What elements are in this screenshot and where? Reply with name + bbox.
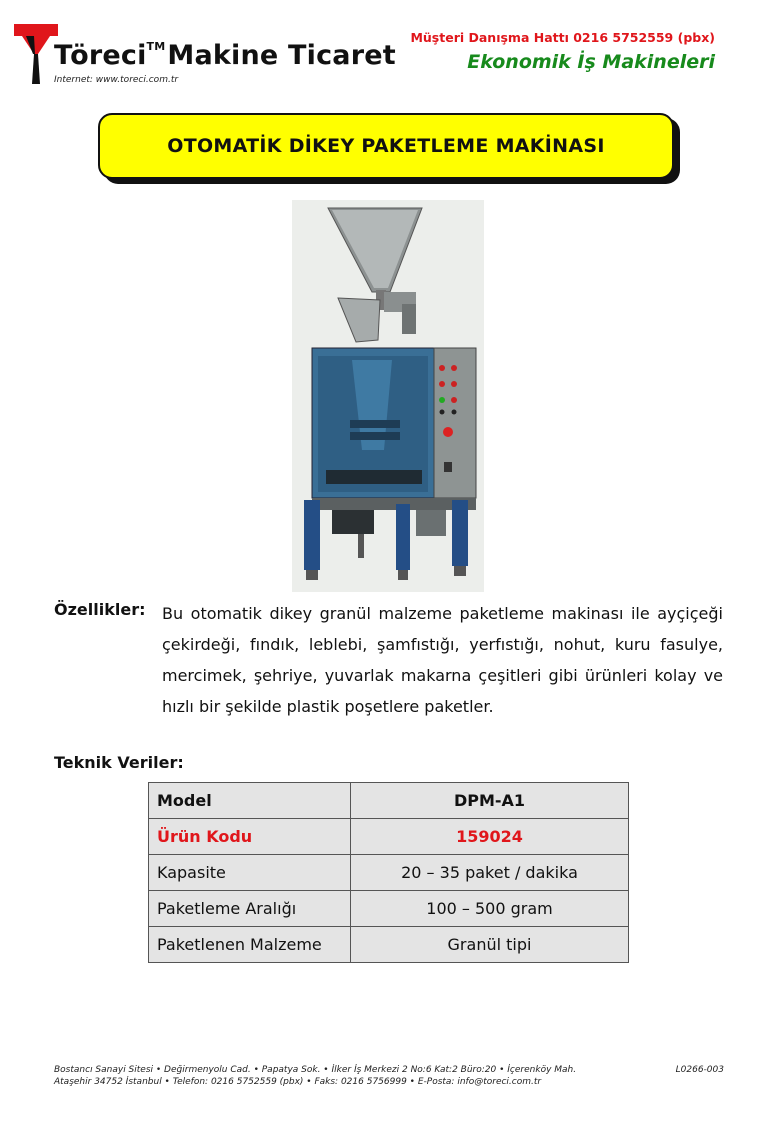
brand-suffix: Makine Ticaret (167, 40, 396, 71)
table-row (149, 783, 629, 819)
table-row (149, 927, 629, 963)
spec-key: Model (149, 783, 351, 819)
table-row (149, 855, 629, 891)
spec-value: 20 – 35 paket / dakika (351, 855, 629, 891)
spec-key: Ürün Kodu (149, 819, 351, 855)
features-label: Özellikler: (54, 600, 146, 619)
trademark: TM (146, 40, 166, 53)
machine-leg (396, 504, 410, 570)
table-row (149, 891, 629, 927)
website-link[interactable]: Internet: www.toreci.com.tr (54, 75, 179, 85)
toreci-logo-icon (14, 24, 58, 84)
machine-leg (452, 500, 468, 566)
spec-key: Paketleme Aralığı (149, 891, 351, 927)
document-code: L0266-003 (675, 1065, 724, 1075)
spec-value: 100 – 500 gram (351, 891, 629, 927)
brand-name (54, 40, 396, 71)
title-banner (98, 113, 674, 179)
tech-data-label: Teknik Veriler: (54, 753, 184, 772)
spec-table (148, 782, 629, 963)
table-row (149, 819, 629, 855)
packaging-machine-image (292, 200, 484, 592)
machine-leg (304, 500, 320, 570)
page-title: OTOMATİK DİKEY PAKETLEME MAKİNASI (167, 135, 605, 157)
footer-line-2: Ataşehir 34752 İstanbul • Telefon: 0216 5752559 (pbx) • Faks: 0216 5756999 • E-Posta: info@toreci.com.tr (54, 1077, 542, 1087)
slogan: Ekonomik İş Makineleri (467, 51, 715, 73)
customer-hotline: Müşteri Danışma Hattı 0216 5752559 (pbx) (410, 30, 715, 45)
spec-value: Granül tipi (351, 927, 629, 963)
features-description: Bu otomatik dikey granül malzeme paketleme makinası ile ayçiçeği çekirdeği, fındık, leblebi, şamfıstığı, yerfıstığı, nohut, kuru fasulye, mercimek, şehriye, yuvarlak makarna çeşitleri gibi ürünleri kolay ve hızlı bir şekilde plastik poşetlere paketler. (162, 604, 723, 716)
spec-value: 159024 (351, 819, 629, 855)
spec-key: Kapasite (149, 855, 351, 891)
spec-key: Paketlenen Malzeme (149, 927, 351, 963)
brand-name-text: Töreci (54, 40, 147, 71)
spec-value: DPM-A1 (351, 783, 629, 819)
footer-address (54, 1064, 724, 1088)
footer-line-1: Bostancı Sanayi Sitesi • Değirmenyolu Cad. • Papatya Sok. • İlker İş Merkezi 2 No:6 Kat:2 Büro:20 • İçerenköy Mah. (54, 1065, 577, 1075)
